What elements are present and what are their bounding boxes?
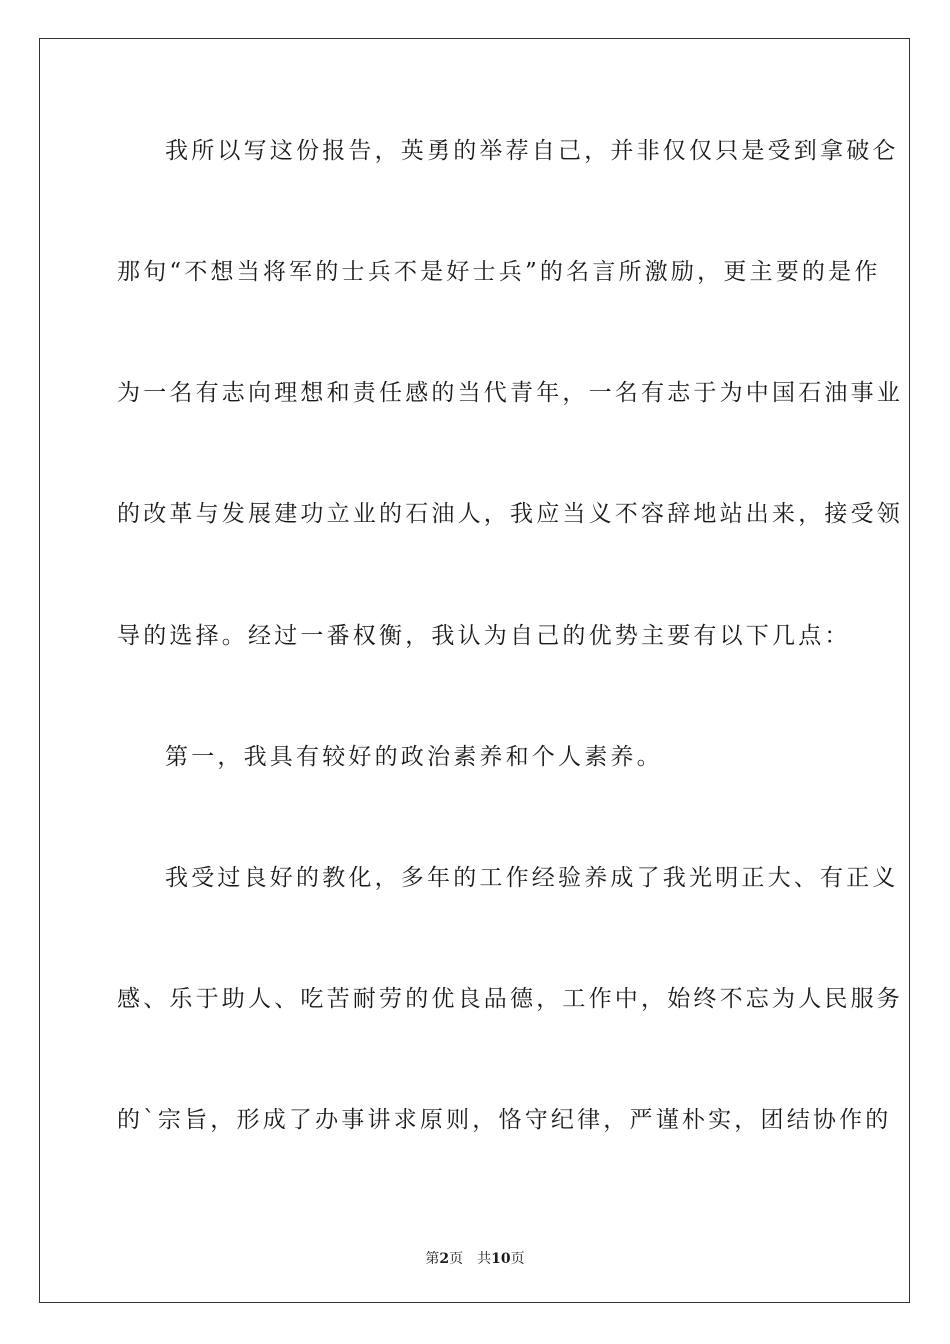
footer-total-suffix: 页 [510,1251,525,1267]
footer-total-prefix: 共 [477,1251,492,1267]
paragraph-line: 的改革与发展建功立业的石油人，我应当义不容辞地站出来，接受领 [117,501,903,527]
paragraph-line: 感、乐于助人、吃苦耐劳的优良品德，工作中，始终不忘为人民服务 [117,986,903,1012]
paragraph-line: 我所以写这份报告，英勇的举荐自己，并非仅仅只是受到拿破仑 [165,138,899,164]
footer-page-suffix: 页 [449,1251,464,1267]
page-footer [0,1248,950,1268]
paragraph-line: 那句“不想当将军的士兵不是好士兵”的名言所激励，更主要的是作 [117,259,881,285]
footer-total-pages: 10 [491,1251,511,1267]
footer-page-number: 2 [439,1251,450,1267]
paragraph-line: 导的选择。经过一番权衡，我认为自己的优势主要有以下几点： [117,623,851,649]
paragraph-line: 我受过良好的教化，多年的工作经验养成了我光明正大、有正义 [165,865,899,891]
paragraph-line: 为一名有志向理想和责任感的当代青年，一名有志于为中国石油事业 [117,380,903,406]
paragraph-line: 的`宗旨，形成了办事讲求原则，恪守纪律，严谨朴实，团结协作的 [117,1107,892,1133]
footer-page-prefix: 第 [425,1251,440,1267]
paragraph-line: 第一，我具有较好的政治素养和个人素养。 [165,744,663,770]
